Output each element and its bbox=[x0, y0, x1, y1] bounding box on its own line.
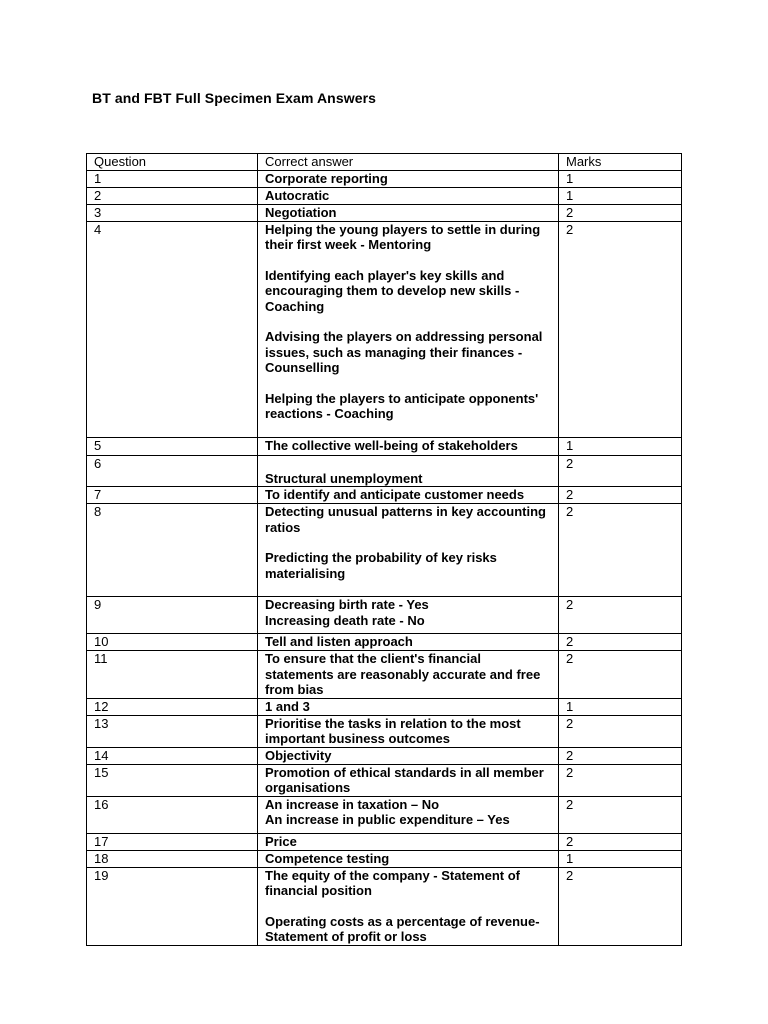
table-row bbox=[87, 597, 682, 634]
question-number: 6 bbox=[87, 455, 258, 487]
header-correct-answer: Correct answer bbox=[258, 154, 559, 171]
correct-answer bbox=[258, 698, 559, 715]
table-row bbox=[87, 747, 682, 764]
correct-answer bbox=[258, 187, 559, 204]
table-row bbox=[87, 796, 682, 833]
answer-text: Promotion of ethical standards in all member organisations bbox=[265, 764, 544, 795]
marks-value: 1 bbox=[559, 698, 682, 715]
question-number: 14 bbox=[87, 747, 258, 764]
correct-answer bbox=[258, 487, 559, 504]
question-number: 7 bbox=[87, 487, 258, 504]
answer-text: Detecting unusual patterns in key accounting ratios bbox=[265, 504, 546, 535]
question-number: 16 bbox=[87, 796, 258, 833]
table-row bbox=[87, 455, 682, 487]
answer-text: Advising the players on addressing personal issues, such as managing their finances - Counselling bbox=[265, 329, 543, 375]
correct-answer bbox=[258, 204, 559, 221]
question-number: 4 bbox=[87, 221, 258, 437]
question-number: 17 bbox=[87, 833, 258, 850]
answer-text: Price bbox=[265, 833, 297, 849]
correct-answer bbox=[258, 867, 559, 945]
table-row bbox=[87, 187, 682, 204]
marks-value: 2 bbox=[559, 651, 682, 699]
table-row bbox=[87, 651, 682, 699]
table-row bbox=[87, 504, 682, 597]
answer-text: Tell and listen approach bbox=[265, 634, 413, 649]
marks-value: 1 bbox=[559, 850, 682, 867]
question-number: 8 bbox=[87, 504, 258, 597]
answer-text: Autocratic bbox=[265, 187, 330, 203]
answers-table-body bbox=[87, 154, 682, 946]
answer-text: Structural unemployment bbox=[265, 470, 423, 486]
marks-value: 2 bbox=[559, 204, 682, 221]
correct-answer bbox=[258, 715, 559, 747]
marks-value: 1 bbox=[559, 170, 682, 187]
question-number: 10 bbox=[87, 634, 258, 651]
answer-text: Negotiation bbox=[265, 204, 337, 220]
marks-value: 1 bbox=[559, 187, 682, 204]
table-row bbox=[87, 764, 682, 796]
marks-value: 2 bbox=[559, 634, 682, 651]
table-row bbox=[87, 698, 682, 715]
answer-text: Operating costs as a percentage of revenue- Statement of profit or loss bbox=[265, 913, 540, 944]
marks-value: 2 bbox=[559, 221, 682, 437]
question-number: 12 bbox=[87, 698, 258, 715]
answer-text: To identify and anticipate customer needs bbox=[265, 487, 525, 502]
correct-answer bbox=[258, 850, 559, 867]
question-number: 18 bbox=[87, 850, 258, 867]
marks-value: 2 bbox=[559, 504, 682, 597]
question-number: 3 bbox=[87, 204, 258, 221]
table-header-row bbox=[87, 154, 682, 171]
correct-answer bbox=[258, 651, 559, 699]
answer-text: Corporate reporting bbox=[265, 170, 388, 186]
marks-value: 2 bbox=[559, 597, 682, 634]
document-title: BT and FBT Full Specimen Exam Answers bbox=[92, 90, 377, 106]
answer-text: The equity of the company - Statement of financial position bbox=[265, 867, 520, 898]
answer-text: An increase in taxation – No bbox=[265, 796, 440, 812]
marks-value: 2 bbox=[559, 867, 682, 945]
answer-text: The collective well-being of stakeholders bbox=[265, 437, 518, 453]
question-number: 13 bbox=[87, 715, 258, 747]
correct-answer bbox=[258, 747, 559, 764]
marks-value: 2 bbox=[559, 747, 682, 764]
question-number: 15 bbox=[87, 764, 258, 796]
table-row bbox=[87, 833, 682, 850]
question-number: 19 bbox=[87, 867, 258, 945]
marks-value: 2 bbox=[559, 764, 682, 796]
table-row bbox=[87, 437, 682, 455]
table-row bbox=[87, 170, 682, 187]
table-row bbox=[87, 715, 682, 747]
answer-text: Identifying each player's key skills and encouraging them to develop new skills - Coaching bbox=[265, 267, 520, 314]
correct-answer bbox=[258, 437, 559, 455]
question-number: 9 bbox=[87, 597, 258, 634]
answer-text: Competence testing bbox=[265, 850, 390, 866]
correct-answer bbox=[258, 221, 559, 437]
question-number: 2 bbox=[87, 187, 258, 204]
answer-text: Helping the young players to settle in during their first week - Mentoring bbox=[265, 221, 541, 252]
correct-answer bbox=[258, 597, 559, 634]
header-marks: Marks bbox=[559, 154, 682, 171]
question-number: 1 bbox=[87, 170, 258, 187]
marks-value: 2 bbox=[559, 833, 682, 850]
correct-answer bbox=[258, 833, 559, 850]
table-row bbox=[87, 204, 682, 221]
table-row bbox=[87, 634, 682, 651]
correct-answer bbox=[258, 764, 559, 796]
answer-text: Decreasing birth rate - Yes bbox=[265, 597, 429, 612]
correct-answer bbox=[258, 634, 559, 651]
marks-value: 1 bbox=[559, 437, 682, 455]
table-row bbox=[87, 850, 682, 867]
table-row bbox=[87, 487, 682, 504]
answer-text: Objectivity bbox=[265, 747, 332, 763]
marks-value: 2 bbox=[559, 796, 682, 833]
correct-answer bbox=[258, 170, 559, 187]
table-row bbox=[87, 867, 682, 945]
correct-answer bbox=[258, 455, 559, 487]
marks-value: 2 bbox=[559, 487, 682, 504]
correct-answer bbox=[258, 504, 559, 597]
answer-text: Predicting the probability of key risks materialising bbox=[265, 550, 497, 581]
question-number: 5 bbox=[87, 437, 258, 455]
answers-table bbox=[86, 153, 682, 946]
answer-text: To ensure that the client's financial statements are reasonably accurate and free from bias bbox=[265, 651, 541, 697]
answer-text: Helping the players to anticipate opponents' reactions - Coaching bbox=[265, 390, 539, 421]
correct-answer bbox=[258, 796, 559, 833]
question-number: 11 bbox=[87, 651, 258, 699]
marks-value: 2 bbox=[559, 455, 682, 487]
table-row bbox=[87, 221, 682, 437]
answer-text: Prioritise the tasks in relation to the most important business outcomes bbox=[265, 715, 521, 746]
marks-value: 2 bbox=[559, 715, 682, 747]
answer-text: Increasing death rate - No bbox=[265, 612, 425, 628]
answer-text: 1 and 3 bbox=[265, 698, 310, 714]
answer-text: An increase in public expenditure – Yes bbox=[265, 812, 510, 827]
header-question: Question bbox=[87, 154, 258, 171]
